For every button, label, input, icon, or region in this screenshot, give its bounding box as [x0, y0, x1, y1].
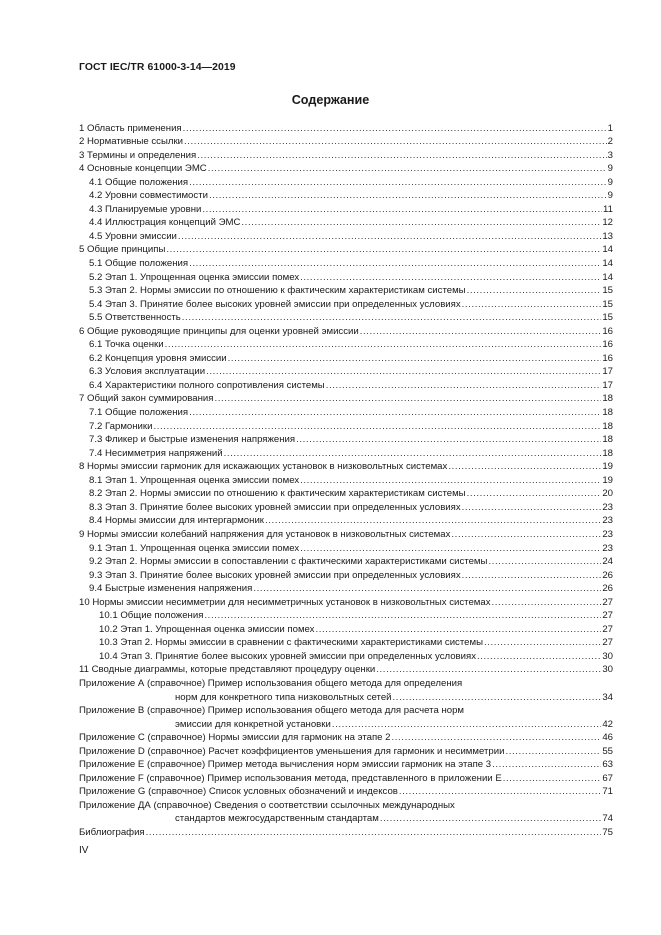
- toc-entry-label: Библиография: [79, 826, 145, 838]
- toc-entry-page: 16: [602, 339, 613, 351]
- toc-entry-label: 6.4 Характеристики полного сопротивления системы: [89, 379, 325, 391]
- toc-entry-page: 20: [602, 488, 613, 500]
- toc-entry[interactable]: [79, 770, 613, 784]
- toc-entry-label: 4.5 Уровни эмиссии: [89, 230, 177, 242]
- toc-entry-page: 17: [602, 379, 613, 391]
- dot-leader: [206, 366, 601, 377]
- toc-entry-label: Приложение Е (справочное) Пример метода вычисления норм эмиссии гармоник на этапе 3: [79, 759, 492, 771]
- toc-entry-page: 9: [607, 190, 613, 202]
- toc-entry-page: 1: [607, 122, 613, 134]
- toc-entry-label: 9 Нормы эмиссии колебаний напряжения для установок в низковольтных системах: [79, 528, 451, 540]
- toc-entry[interactable]: [79, 377, 613, 391]
- toc-entry-page: 23: [602, 501, 613, 513]
- toc-entry-page: 18: [602, 407, 613, 419]
- dot-leader: [265, 515, 601, 526]
- toc-entry-label: 8.2 Этап 2. Нормы эмиссии по отношению к фактическим характеристикам системы: [89, 488, 466, 500]
- toc-entry-page: 75: [602, 826, 613, 838]
- toc-entry-page: 3: [607, 149, 613, 161]
- dot-leader: [146, 827, 602, 838]
- toc-entry-label: 8.3 Этап 3. Принятие более высоких уровней эмиссии при определенных условиях: [89, 501, 461, 513]
- toc-entry[interactable]: [79, 662, 613, 676]
- toc-entry-page: 9: [607, 163, 613, 175]
- toc-entry-label: 11 Сводные диаграммы, которые представляют процедуру оценки: [79, 664, 376, 676]
- toc-entry-label: Приложение В (справочное) Пример использования общего метода для расчета норм: [79, 705, 465, 717]
- toc-entry[interactable]: [79, 188, 613, 202]
- dot-leader: [296, 434, 601, 445]
- toc-entry[interactable]: [79, 391, 613, 405]
- toc-entry-page: 9: [607, 176, 613, 188]
- dot-leader: [153, 421, 601, 432]
- dot-leader: [166, 244, 601, 255]
- toc-entry-page: 30: [602, 664, 613, 676]
- toc-entry-label: 7.4 Несимметрия напряжений: [89, 447, 223, 459]
- toc-entry-page: 34: [602, 691, 613, 703]
- toc-entry[interactable]: [79, 797, 613, 811]
- toc-entry[interactable]: [79, 445, 613, 459]
- toc-entry[interactable]: [79, 608, 613, 622]
- dot-leader: [451, 529, 601, 540]
- toc-entry-page: 42: [602, 718, 613, 730]
- toc-entry-page: 26: [602, 569, 613, 581]
- toc-entry-label: Приложение F (справочное) Пример использования метода, представленного в приложении Е: [79, 772, 502, 784]
- toc-entry-page: 14: [602, 271, 613, 283]
- toc-entry-label: 4.2 Уровни совместимости: [89, 190, 208, 202]
- toc-entry-page: 15: [602, 285, 613, 297]
- dot-leader: [300, 272, 601, 283]
- dot-leader: [228, 353, 602, 364]
- dot-leader: [492, 759, 601, 770]
- toc-entry-page: 63: [602, 759, 613, 771]
- dot-leader: [197, 150, 606, 161]
- toc-entry-label: 10 Нормы эмиссии несимметрии для несимметричных установок в низковольтных системах: [79, 596, 491, 608]
- toc-entry[interactable]: [79, 459, 613, 473]
- dot-leader: [376, 664, 601, 675]
- toc-entry-label: Приложение ДА (справочное) Сведения о соответствии ссылочных международных: [79, 799, 455, 811]
- toc-entry-label: норм для конкретного типа низковольтных сетей: [175, 691, 392, 703]
- dot-leader: [165, 339, 602, 350]
- toc-entry[interactable]: [79, 730, 613, 744]
- toc-entry-page: 14: [602, 244, 613, 256]
- toc-entry[interactable]: [79, 621, 613, 635]
- toc-entry-label: 4.4 Иллюстрация концепций ЭМС: [89, 217, 241, 229]
- dot-leader: [488, 556, 601, 567]
- toc-entry-page: 27: [602, 637, 613, 649]
- page-folio: IV: [79, 845, 89, 856]
- toc-entry[interactable]: [79, 581, 613, 595]
- toc-entry[interactable]: [79, 743, 613, 757]
- toc-entry[interactable]: [79, 296, 613, 310]
- toc-entry[interactable]: [79, 486, 613, 500]
- dot-leader: [399, 786, 601, 797]
- dot-leader: [208, 163, 607, 174]
- dot-leader: [182, 312, 602, 323]
- toc-entry-page: 18: [602, 420, 613, 432]
- toc-entry-page: 26: [602, 583, 613, 595]
- toc-entry-label: 1 Область применения: [79, 122, 182, 134]
- dot-leader: [204, 610, 601, 621]
- dot-leader: [300, 543, 601, 554]
- toc-entry[interactable]: [79, 215, 613, 229]
- toc-entry-page: 15: [602, 298, 613, 310]
- toc-entry[interactable]: [79, 635, 613, 649]
- dot-leader: [467, 488, 602, 499]
- toc-entry[interactable]: [79, 174, 613, 188]
- standard-id: ГОСТ IEC/TR 61000-3-14—2019: [79, 62, 236, 73]
- toc-entry-page: 23: [602, 528, 613, 540]
- toc-entry-page: 14: [602, 258, 613, 270]
- dot-leader: [189, 258, 601, 269]
- toc-entry-page: 23: [602, 515, 613, 527]
- toc-entry[interactable]: [79, 554, 613, 568]
- toc-entry-label: 8.4 Нормы эмиссии для интергармоник: [89, 515, 265, 527]
- toc-entry-label: 8.1 Этап 1. Упрощенная оценка эмиссии помех: [89, 474, 300, 486]
- toc-entry-label: 7.3 Фликер и быстрые изменения напряжения: [89, 434, 296, 446]
- toc-entry-page: 2: [607, 136, 613, 148]
- toc-title: Содержание: [291, 93, 370, 107]
- toc-entry-page: 74: [602, 813, 613, 825]
- toc-entry-label: 6.1 Точка оценки: [89, 339, 164, 351]
- toc-entry[interactable]: [79, 784, 613, 798]
- dot-leader: [184, 136, 607, 147]
- toc-entry-label: эмиссии для конкретной установки: [175, 718, 331, 730]
- dot-leader: [492, 597, 602, 608]
- toc-entry-page: 19: [602, 474, 613, 486]
- toc-entry-page: 13: [602, 230, 613, 242]
- toc-entry-label: Приложение G (справочное) Список условных обозначений и индексов: [79, 786, 398, 798]
- dot-leader: [360, 326, 602, 337]
- toc-entry-label: 7 Общий закон суммирования: [79, 393, 214, 405]
- toc-entry[interactable]: [79, 120, 613, 134]
- toc-entry-label: 4.1 Общие положения: [89, 176, 189, 188]
- dot-leader: [380, 813, 601, 824]
- toc-entry[interactable]: [79, 134, 613, 148]
- toc-entry-page: 15: [602, 312, 613, 324]
- toc-entry[interactable]: [79, 432, 613, 446]
- dot-leader: [392, 732, 602, 743]
- toc-entry-page: 30: [602, 650, 613, 662]
- toc-entry-label: 10.1 Общие положения: [99, 610, 204, 622]
- toc-entry-page: 18: [602, 434, 613, 446]
- toc-entry-label: Приложение А (справочное) Пример использования общего метода для определения: [79, 677, 463, 689]
- toc-entry-page: 27: [602, 596, 613, 608]
- toc-entry-label: стандартов межгосударственным стандартам: [175, 813, 379, 825]
- toc-entry-label: Приложение С (справочное) Нормы эмиссии для гармоник на этапе 2: [79, 732, 391, 744]
- toc-entry-label: 3 Термины и определения: [79, 149, 197, 161]
- toc-entry[interactable]: [79, 147, 613, 161]
- toc-entry-page: 17: [602, 366, 613, 378]
- toc-entry[interactable]: [79, 310, 613, 324]
- toc-entry-page: 19: [602, 461, 613, 473]
- toc-entry[interactable]: [79, 513, 613, 527]
- toc-entry-label: 5.2 Этап 1. Упрощенная оценка эмиссии помех: [89, 271, 300, 283]
- toc-entry[interactable]: [79, 201, 613, 215]
- toc-entry-label: 10.3 Этап 2. Нормы эмиссии в сравнении с фактическими характеристиками системы: [99, 637, 483, 649]
- toc-entry-page: 55: [602, 745, 613, 757]
- toc-entry-page: 18: [602, 447, 613, 459]
- toc-entry-label: 10.4 Этап 3. Принятие более высоких уровней эмиссии при определенных условиях: [99, 650, 476, 662]
- toc-entry-label: 7.2 Гармоники: [89, 420, 153, 432]
- dot-leader: [462, 570, 602, 581]
- toc-entry[interactable]: [79, 283, 613, 297]
- toc-entry-label: 9.2 Этап 2. Нормы эмиссии в сопоставлении с фактическими характеристиками системы: [89, 556, 488, 568]
- dot-leader: [332, 719, 602, 730]
- dot-leader: [183, 123, 607, 134]
- toc-entry-page: 24: [602, 556, 613, 568]
- toc-entry[interactable]: [79, 824, 613, 838]
- toc-entry-label: 9.3 Этап 3. Принятие более высоких уровней эмиссии при определенных условиях: [89, 569, 461, 581]
- toc-entry-page: 11: [603, 203, 613, 215]
- toc-entry[interactable]: [79, 472, 613, 486]
- toc-entry-label: 6.2 Концепция уровня эмиссии: [89, 352, 227, 364]
- toc-entry[interactable]: [79, 526, 613, 540]
- toc-entry[interactable]: [79, 594, 613, 608]
- toc-entry-label: 7.1 Общие положения: [89, 407, 189, 419]
- dot-leader: [202, 204, 602, 215]
- toc-entry-page: 67: [602, 772, 613, 784]
- toc-entry-label: 9.1 Этап 1. Упрощенная оценка эмиссии помех: [89, 542, 300, 554]
- toc-entry-label: 8 Нормы эмиссии гармоник для искажающих установок в низковольтных системах: [79, 461, 448, 473]
- toc-entry[interactable]: [79, 567, 613, 581]
- toc-entry[interactable]: [79, 757, 613, 771]
- dot-leader: [503, 773, 602, 784]
- toc-entry[interactable]: [79, 255, 613, 269]
- toc-entry[interactable]: [79, 540, 613, 554]
- toc-entry-page: 27: [602, 623, 613, 635]
- toc-entry-continuation[interactable]: [79, 716, 613, 730]
- toc-entry-label: 5.5 Ответственность: [89, 312, 181, 324]
- dot-leader: [300, 475, 601, 486]
- toc-entry-label: 4.3 Планируемые уровни: [89, 203, 202, 215]
- toc-entry[interactable]: [79, 404, 613, 418]
- toc-entry-page: 12: [602, 217, 613, 229]
- toc-entry-continuation[interactable]: [79, 689, 613, 703]
- dot-leader: [241, 217, 601, 228]
- toc-entry-page: 27: [602, 610, 613, 622]
- toc-entry[interactable]: [79, 418, 613, 432]
- dot-leader: [178, 231, 601, 242]
- dot-leader: [326, 380, 602, 391]
- toc-entry[interactable]: [79, 228, 613, 242]
- toc-entry-label: 5.1 Общие положения: [89, 258, 189, 270]
- dot-leader: [477, 651, 601, 662]
- toc-entry[interactable]: [79, 337, 613, 351]
- toc-entry-page: 46: [602, 732, 613, 744]
- dot-leader: [467, 285, 602, 296]
- table-of-contents: [79, 120, 613, 838]
- toc-entry[interactable]: [79, 703, 613, 717]
- toc-entry[interactable]: [79, 161, 613, 175]
- toc-entry-label: 10.2 Этап 1. Упрощенная оценка эмиссии помех: [99, 623, 315, 635]
- toc-entry[interactable]: [79, 364, 613, 378]
- dot-leader: [448, 461, 601, 472]
- dot-leader: [462, 502, 602, 513]
- toc-entry-label: 6.3 Условия эксплуатации: [89, 366, 206, 378]
- dot-leader: [253, 583, 601, 594]
- toc-entry-page: 16: [602, 325, 613, 337]
- dot-leader: [393, 692, 602, 703]
- toc-entry[interactable]: [79, 242, 613, 256]
- toc-entry[interactable]: [79, 269, 613, 283]
- toc-entry-label: 5.3 Этап 2. Нормы эмиссии по отношению к фактическим характеристикам системы: [89, 285, 466, 297]
- dot-leader: [315, 624, 601, 635]
- dot-leader: [189, 177, 607, 188]
- toc-entry[interactable]: [79, 350, 613, 364]
- toc-entry[interactable]: [79, 323, 613, 337]
- dot-leader: [189, 407, 601, 418]
- toc-entry-page: 18: [602, 393, 613, 405]
- toc-entry-label: 4 Основные концепции ЭМС: [79, 163, 207, 175]
- dot-leader: [505, 746, 601, 757]
- toc-entry-label: 5.4 Этап 3. Принятие более высоких уровней эмиссии при определенных условиях: [89, 298, 461, 310]
- toc-entry-page: 16: [602, 352, 613, 364]
- toc-entry-continuation[interactable]: [79, 811, 613, 825]
- toc-entry-label: Приложение D (справочное) Расчет коэффициентов уменьшения для гармоник и несимметрии: [79, 745, 505, 757]
- toc-entry-page: 23: [602, 542, 613, 554]
- dot-leader: [224, 448, 602, 459]
- toc-entry-label: 5 Общие принципы: [79, 244, 166, 256]
- toc-entry[interactable]: [79, 648, 613, 662]
- dot-leader: [209, 190, 607, 201]
- toc-entry-label: 6 Общие руководящие принципы для оценки уровней эмиссии: [79, 325, 359, 337]
- dot-leader: [214, 393, 601, 404]
- dot-leader: [462, 299, 602, 310]
- toc-entry[interactable]: [79, 499, 613, 513]
- toc-entry-label: 2 Нормативные ссылки: [79, 136, 184, 148]
- toc-entry-label: 9.4 Быстрые изменения напряжения: [89, 583, 253, 595]
- toc-entry[interactable]: [79, 675, 613, 689]
- dot-leader: [484, 637, 601, 648]
- toc-entry-page: 71: [602, 786, 613, 798]
